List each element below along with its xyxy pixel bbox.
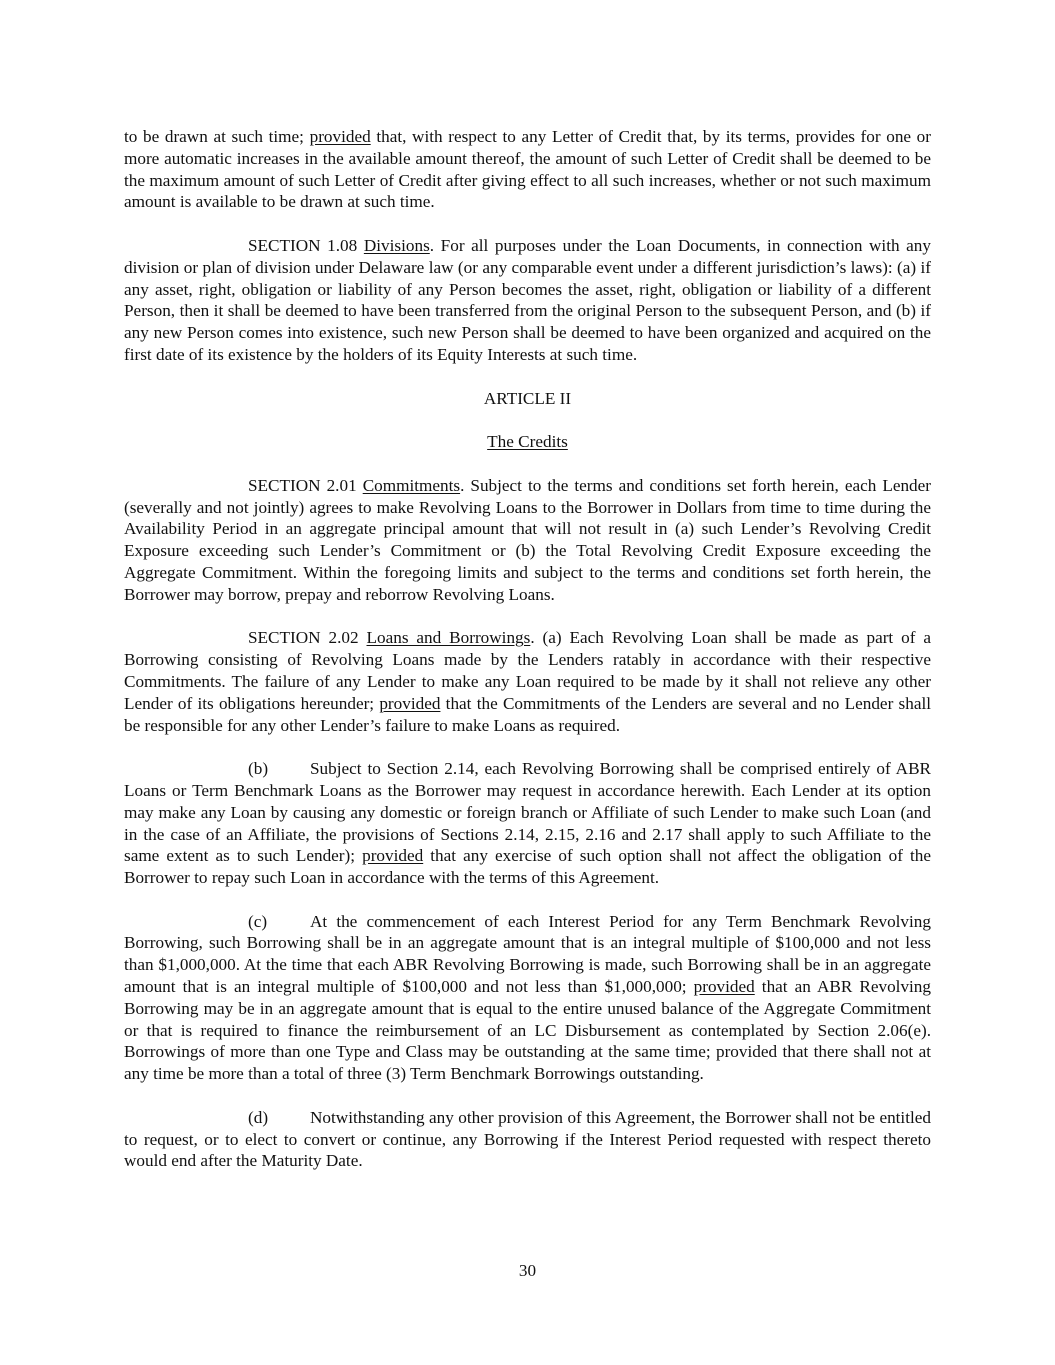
- section-2-01: SECTION 2.01 Commitments. Subject to the terms and conditions set forth herein, each Lender (severally and not jointly) agrees to make Revolving Loans to the Borrower in Dollars from time to time during the Availability Period in an aggregate principal amount that will not result in (a) such Lender’s Revolving Credit Exposure exceeding such Lender’s Commitment or (b) the Total Revolving Credit Exposure exceeding the Aggregate Commitment. Within the foregoing limits and subject to the terms and conditions set forth herein, the Borrower may borrow, prepay and reborrow Revolving Loans.: [124, 475, 931, 604]
- article-heading: ARTICLE II: [483, 388, 572, 408]
- section-title: Commitments: [362, 475, 461, 495]
- section-2-02: SECTION 2.02 Loans and Borrowings. (a) Each Revolving Loan shall be made as part of a Borrowing consisting of Revolving Loans made by the Lenders ratably in accordance with their respective Commitments. The failure of any Lender to make any Loan required to be made by it shall not relieve any other Lender of its obligations hereunder; provided that the Commitments of the Lenders are several and no Lender shall be responsible for any other Lender’s failure to make Loans as required.: [124, 628, 931, 735]
- section-label: SECTION 2.02: [248, 628, 367, 648]
- page-number: 30: [518, 1261, 537, 1280]
- section-title: Loans and Borrowings: [366, 628, 531, 648]
- provided-term: provided: [379, 693, 441, 713]
- provided-term: provided: [693, 977, 755, 997]
- clause-c: (c) At the commencement of each Interest Period for any Term Benchmark Revolving Borrowing, such Borrowing shall be in an aggregate amount that is an integral multiple of $100,000 and not less than $1,000,000. At the time that each ABR Revolving Borrowing is made, such Borrowing shall be in an aggregate amount that is an integral multiple of $100,000 and not less than $1,000,000; provided that an ABR Revolving Borrowing may be in an aggregate amount that is equal to the entire unused balance of the Aggregate Commitment or that is required to finance the reimbursement of an LC Disbursement as contemplated by Section 2.06(e). Borrowings of more than one Type and Class may be outstanding at the same time; provided that there shall not at any time be more than a total of three (3) Term Benchmark Borrowings outstanding.: [124, 911, 931, 1084]
- provided-term: provided: [309, 127, 371, 146]
- section-title: Divisions: [363, 235, 430, 255]
- document-page: [124, 126, 931, 1172]
- provided-term: provided: [362, 846, 424, 866]
- clause-marker: (b): [248, 759, 269, 779]
- clause-marker: (c): [248, 911, 268, 931]
- section-label: SECTION 2.01: [248, 475, 363, 495]
- section-1-08: SECTION 1.08 Divisions. For all purposes under the Loan Documents, in connection with any division or plan of division under Delaware law (or any comparable event under a different jurisdiction’s laws): (a) if any asset, right, obligation or liability of any Person becomes the asset, right, obligation or liability of a different Person, then it shall be deemed to have been transferred from the original Person to the subsequent Person, and (b) if any new Person comes into existence, such new Person shall be deemed to have been organized and acquired on the first date of its existence by the holders of its Equity Interests at such time.: [124, 235, 931, 364]
- clause-d: (d) Notwithstanding any other provision of this Agreement, the Borrower shall not be entitled to request, or to elect to convert or continue, any Borrowing if the Interest Period requested with respect thereto would end after the Maturity Date.: [124, 1107, 931, 1171]
- section-label: SECTION 1.08: [248, 235, 364, 255]
- clause-b: (b) Subject to Section 2.14, each Revolving Borrowing shall be comprised entirely of ABR Loans or Term Benchmark Loans as the Borrower may request in accordance herewith. Each Lender at its option may make any Loan by causing any domestic or foreign branch or Affiliate of such Lender to make such Loan (and in the case of an Affiliate, the provisions of Sections 2.14, 2.15, 2.16 and 2.17 shall apply to such Affiliate to the same extent as to such Lender); provided that any exercise of such option shall not affect the obligation of the Borrower to repay such Loan in accordance with the terms of this Agreement.: [124, 759, 931, 888]
- paragraph-continuation: to be drawn at such time; provided that, with respect to any Letter of Credit that, by its terms, provides for one or more automatic increases in the available amount thereof, the amount of such Letter of Credit shall be deemed to be the maximum amount of such Letter of Credit after giving effect to all such increases, whether or not such maximum amount is available to be drawn at such time.: [124, 127, 931, 212]
- clause-marker: (d): [248, 1107, 269, 1127]
- article-title: The Credits: [487, 432, 568, 452]
